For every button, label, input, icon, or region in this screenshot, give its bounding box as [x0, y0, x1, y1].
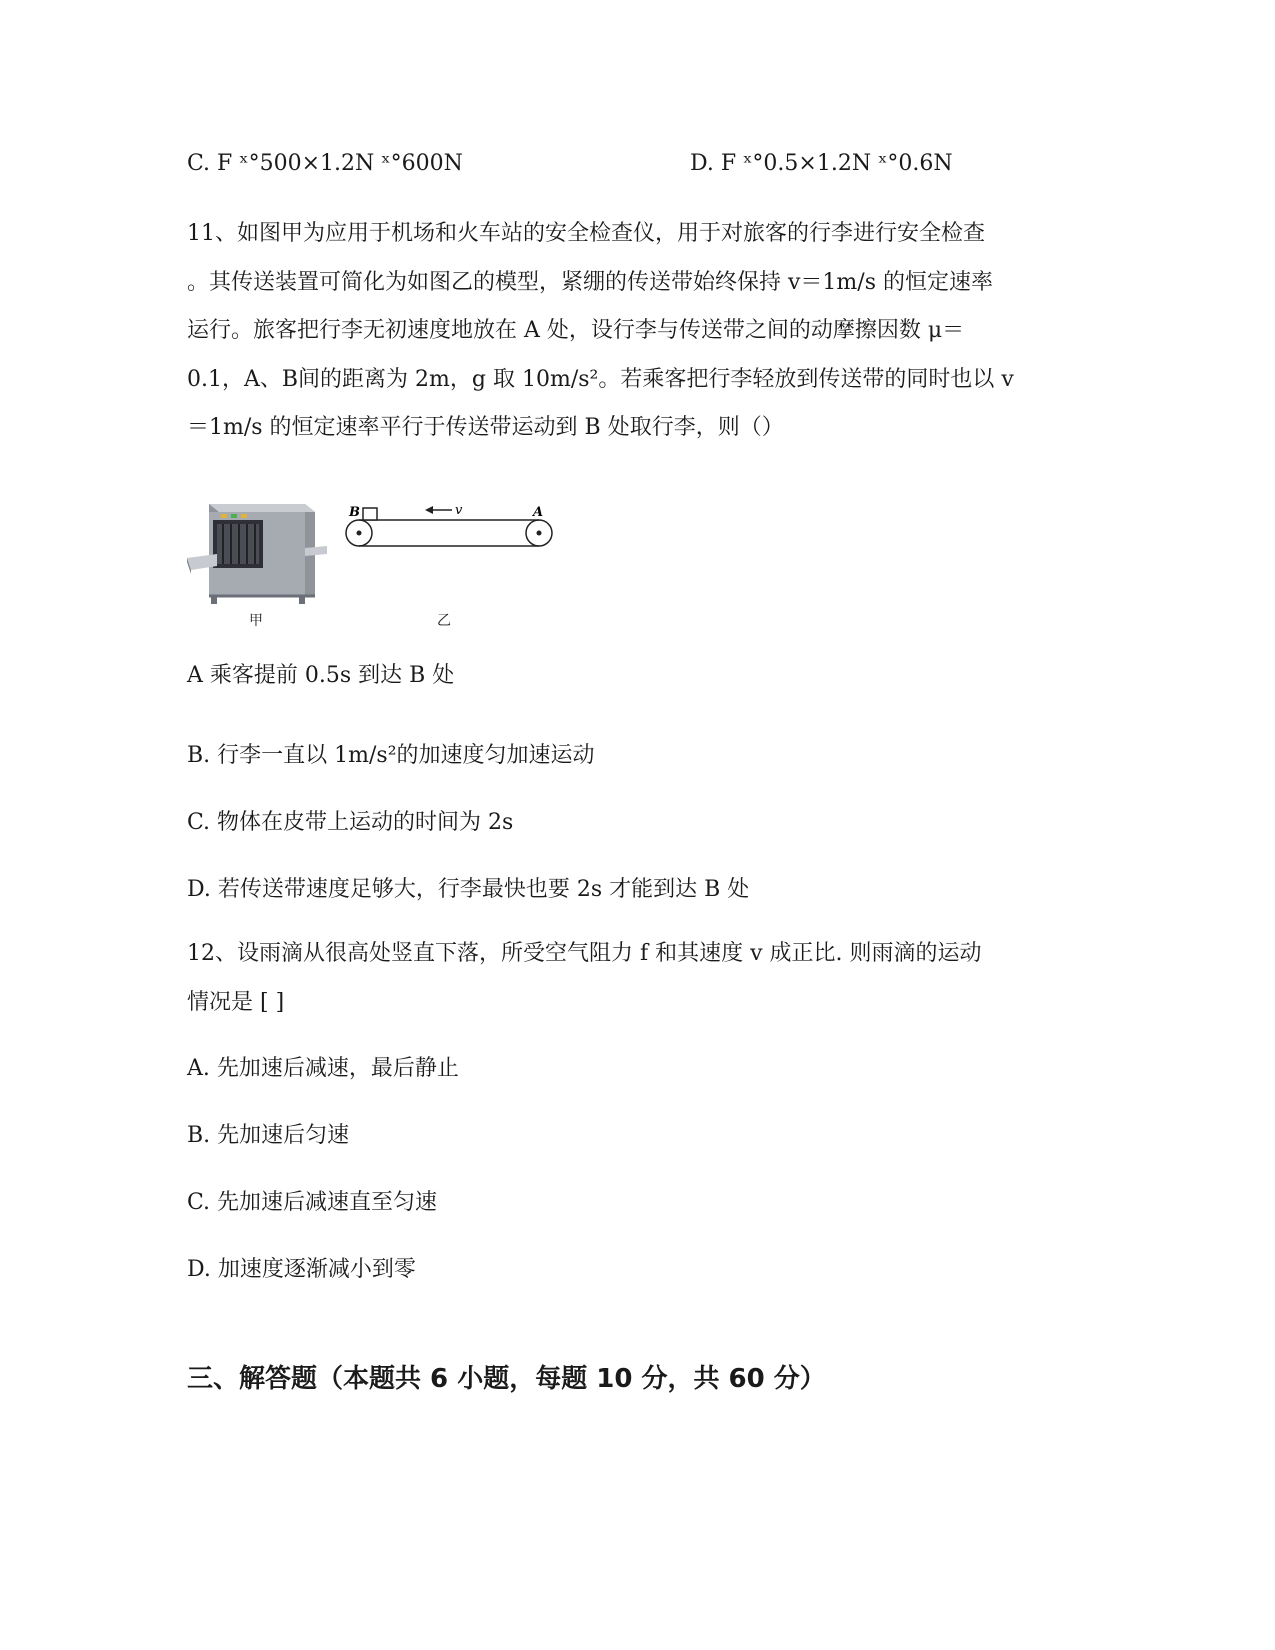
question-12-text	[187, 930, 1087, 1027]
q11-line: ＝1m/s 的恒定速率平行于传送带运动到 B 处取行李，则（）	[187, 415, 784, 440]
q12-option-b: B. 先加速后匀速	[187, 1123, 350, 1148]
q11-option-c: C. 物体在皮带上运动的时间为 2s	[187, 810, 514, 835]
luggage-box	[363, 508, 377, 520]
label-v: v	[455, 503, 463, 518]
security-scanner-image	[187, 500, 337, 610]
caption-jia: 甲	[249, 613, 263, 629]
q11-figure	[187, 500, 577, 640]
q11-option-d: D. 若传送带速度足够大，行李最快也要 2s 才能到达 B 处	[187, 877, 750, 902]
label-a: A	[533, 505, 544, 520]
q11-line: 运行。旅客把行李无初速度地放在 A 处，设行李与传送带之间的动摩擦因数 μ＝	[187, 318, 965, 343]
q12-option-a: A. 先加速后减速，最后静止	[187, 1056, 459, 1081]
q12-option-d: D. 加速度逐渐减小到零	[187, 1257, 416, 1282]
label-b: B	[349, 505, 360, 520]
q11-line: 11、如图甲为应用于机场和火车站的安全检查仪，用于对旅客的行李进行安全检查	[187, 221, 985, 246]
q11-option-a: A 乘客提前 0.5s 到达 B 处	[187, 663, 455, 688]
q12-option-c: C. 先加速后减速直至匀速	[187, 1190, 438, 1215]
option-c-top: C. F ˣ°500×1.2N ˣ°600N	[187, 151, 463, 176]
section-3-heading: 三、解答题（本题共 6 小题，每题 10 分，共 60 分）	[187, 1364, 826, 1394]
question-11-text	[187, 210, 1087, 453]
caption-yi: 乙	[437, 613, 451, 629]
q12-line: 情况是 [ ]	[187, 989, 285, 1015]
option-d-top: D. F ˣ°0.5×1.2N ˣ°0.6N	[690, 151, 953, 176]
q11-option-b: B. 行李一直以 1m/s²的加速度匀加速运动	[187, 743, 595, 768]
conveyor-belt-diagram	[337, 500, 577, 580]
q11-line: 0.1，A、B间的距离为 2m，g 取 10m/s²。若乘客把行李轻放到传送带的同时也以 v	[187, 366, 1014, 392]
q11-line: 。其传送装置可简化为如图乙的模型，紧绷的传送带始终保持 v＝1m/s 的恒定速率	[187, 269, 993, 295]
q12-line: 12、设雨滴从很高处竖直下落，所受空气阻力 f 和其速度 v 成正比. 则雨滴的运动	[187, 941, 982, 966]
